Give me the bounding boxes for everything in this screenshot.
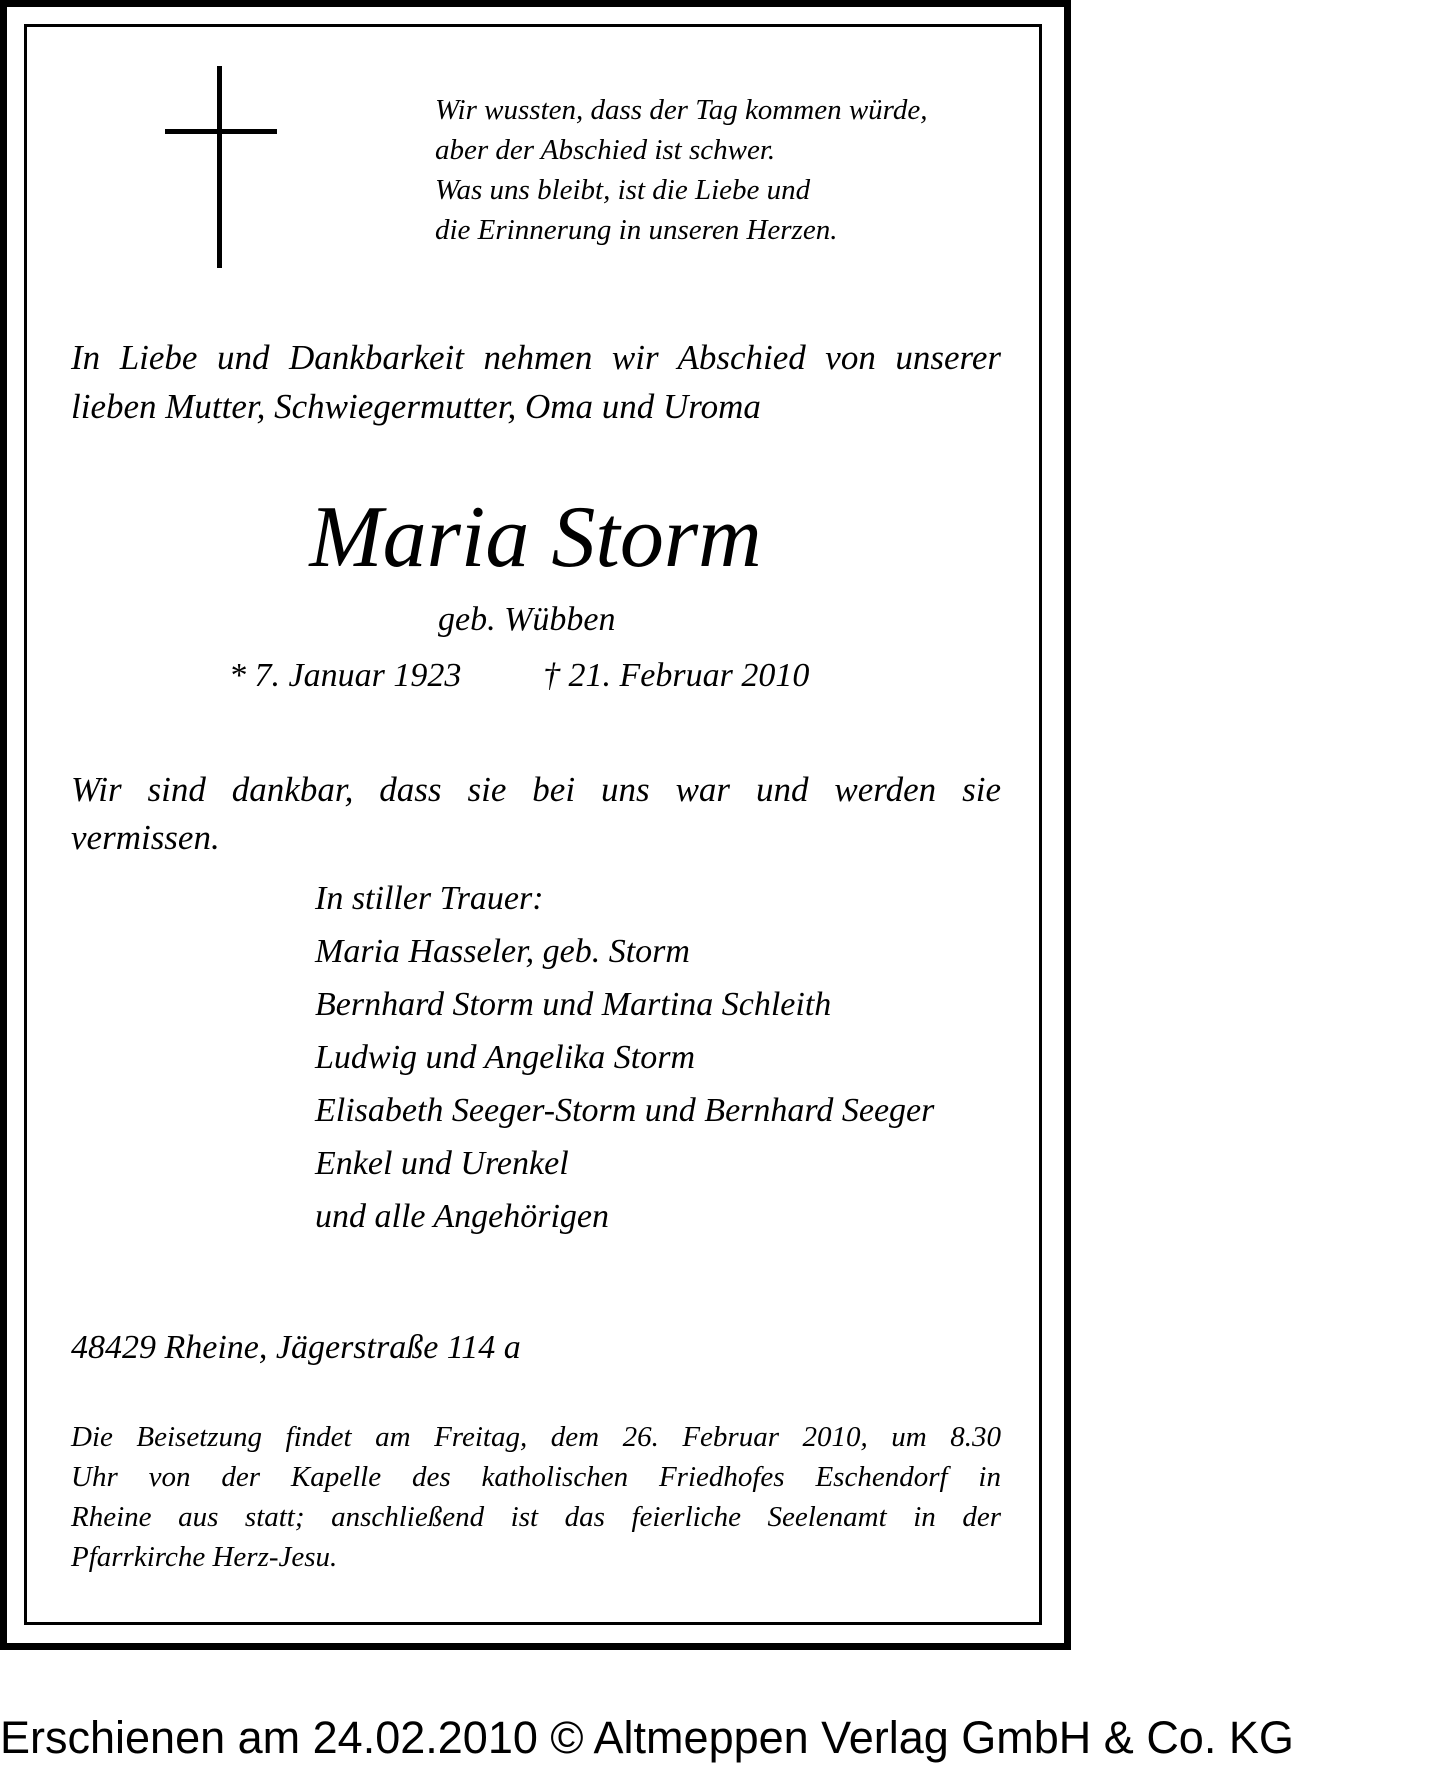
mourner-entry: Ludwig und Angelika Storm [315,1039,695,1076]
funeral-notice [71,1417,1001,1577]
mourners-list [315,872,934,1243]
poem [435,90,928,250]
maiden-name: geb. Wübben [438,601,616,638]
thanks-line-1: Wir sind dankbar, dass sie bei uns war und werden sie [71,770,1001,809]
deceased-name: Maria Storm [309,489,762,586]
intro-line-1: In Liebe und Dankbarkeit nehmen wir Abschied von unserer [71,338,1001,377]
funeral-line: Rheine aus statt; anschließend ist das feierliche Seelenamt in der [71,1501,1001,1533]
mourner-entry: Bernhard Storm und Martina Schleith [315,986,832,1023]
funeral-line: Pfarrkirche Herz-Jesu. [71,1541,338,1573]
address: 48429 Rheine, Jägerstraße 114 a [71,1329,521,1366]
mourner-entry: Enkel und Urenkel [315,1145,569,1182]
poem-line: die Erinnerung in unseren Herzen. [435,214,838,246]
mourners-heading: In stiller Trauer: [315,880,544,917]
intro-line-2: lieben Mutter, Schwiegermutter, Oma und Uroma [71,387,761,426]
mourner-entry: Maria Hasseler, geb. Storm [315,933,690,970]
thanks-text [71,766,1001,862]
mourner-entry: und alle Angehörigen [315,1198,609,1235]
funeral-line: Uhr von der Kapelle des katholischen Friedhofes Eschendorf in [71,1461,1001,1493]
cross-icon [165,66,277,268]
poem-line: aber der Abschied ist schwer. [435,134,776,166]
poem-line: Was uns bleibt, ist die Liebe und [435,174,811,206]
birth-date: * 7. Januar 1923 [229,657,462,694]
death-date: † 21. Februar 2010 [543,657,810,694]
publication-footer: Erschienen am 24.02.2010 © Altmeppen Verlag GmbH & Co. KG [0,1712,1294,1763]
funeral-line: Die Beisetzung findet am Freitag, dem 26. Februar 2010, um 8.30 [71,1421,1001,1453]
intro-text [71,333,1001,431]
thanks-line-2: vermissen. [71,818,220,857]
mourner-entry: Elisabeth Seeger-Storm und Bernhard Seeger [315,1092,935,1129]
poem-line: Wir wussten, dass der Tag kommen würde, [435,94,928,126]
